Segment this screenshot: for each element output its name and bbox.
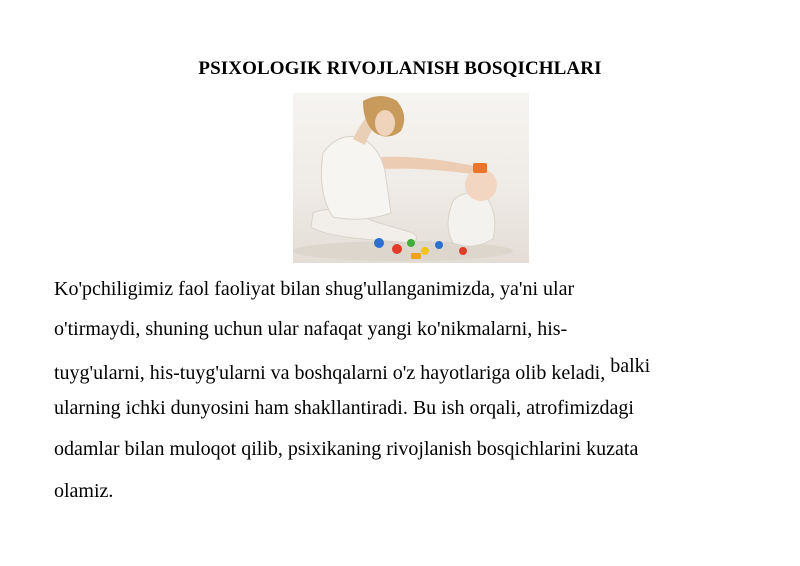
paragraph-line: o'tirmaydi, shuning uchun ular nafaqat yangi ko'nikmalarni, his-	[54, 318, 568, 340]
paragraph-line: odamlar bilan muloqot qilib, psixikaning rivojlanish bosqichlarini kuzata	[54, 438, 639, 460]
mother-and-baby-playing-photo-icon	[293, 93, 529, 263]
paragraph-line-text: tuyg'ularni, his-tuyg'ularni va boshqalarni o'z hayotlariga olib keladi,	[54, 362, 606, 384]
paragraph-line: Ko'pchiligimiz faol faoliyat bilan shug'ullanganimizda, ya'ni ular	[54, 278, 575, 300]
mother-and-baby-photo	[293, 93, 529, 263]
paragraph-line-tail: balki	[610, 355, 651, 377]
paragraph-line: olamiz.	[54, 480, 114, 502]
paragraph-line: ularning ichki dunyosini ham shakllantiradi. Bu ish orqali, atrofimizdagi	[54, 397, 634, 419]
paragraph-line	[54, 355, 651, 385]
page-title: PSIXOLOGIK RIVOJLANISH BOSQICHLARI	[198, 58, 602, 79]
